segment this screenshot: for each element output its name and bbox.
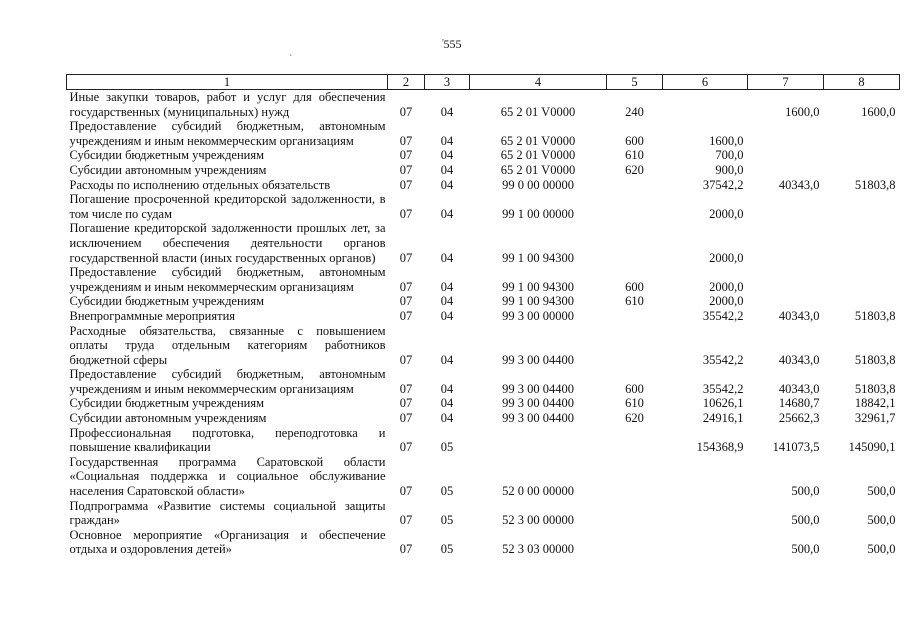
row-name: Субсидии автономным учреждениям (69, 162, 267, 177)
expense-type-code (607, 499, 663, 528)
table-row (67, 294, 900, 309)
amount-col-7 (748, 265, 824, 294)
amount-col-8: 500,0 (867, 484, 896, 499)
table-row (67, 90, 900, 120)
table-row (67, 426, 900, 455)
section-code: 07 (399, 133, 413, 148)
expense-type-code: 600 (625, 279, 644, 294)
amount-col-8 (824, 119, 900, 148)
column-header: 7 (748, 75, 824, 90)
row-name: Расходные обязательства, связанные с повышением оплаты труда отдельным категориям работников бюджетной сферы (69, 323, 386, 367)
amount-col-6: 35542,2 (702, 381, 744, 396)
row-name: Субсидии бюджетным учреждениям (69, 396, 265, 411)
column-header: 5 (607, 75, 663, 90)
column-header: 8 (824, 75, 900, 90)
amount-col-7: 40343,0 (778, 381, 820, 396)
row-name: Основное мероприятие «Организация и обеспечение отдыха и оздоровления детей» (69, 527, 386, 557)
subsection-code: 04 (440, 294, 454, 309)
table-row (67, 367, 900, 396)
expense-type-code: 600 (625, 133, 644, 148)
amount-col-6: 35542,2 (702, 308, 744, 323)
row-name: Предоставление субсидий бюджетным, автономным учреждениям и иным некоммерческим организациям (69, 265, 386, 294)
amount-col-8: 51803,8 (854, 308, 896, 323)
amount-col-8 (824, 221, 900, 265)
section-code: 07 (399, 177, 413, 192)
target-article-code: 99 3 00 04400 (502, 352, 574, 367)
amount-col-8 (824, 265, 900, 294)
column-header: 6 (663, 75, 748, 90)
target-article-code: 99 3 00 04400 (502, 411, 574, 426)
amount-col-8: 51803,8 (854, 381, 896, 396)
target-article-code: 99 3 00 04400 (502, 396, 574, 411)
amount-col-8 (824, 192, 900, 221)
expense-type-code (607, 528, 663, 557)
amount-col-6 (663, 90, 748, 120)
table-row (67, 148, 900, 163)
expense-type-code: 610 (625, 294, 644, 309)
amount-col-6: 154368,9 (696, 440, 744, 455)
target-article-code: 52 3 00 00000 (502, 513, 574, 528)
amount-col-6 (663, 455, 748, 499)
amount-col-7: 40343,0 (778, 352, 820, 367)
subsection-code: 04 (440, 206, 454, 221)
amount-col-7: 500,0 (791, 542, 820, 557)
section-code: 07 (399, 104, 413, 119)
section-code: 07 (399, 396, 413, 411)
expense-type-code (607, 221, 663, 265)
expense-type-code: 620 (625, 411, 644, 426)
target-article-code: 99 1 00 94300 (502, 279, 574, 294)
section-code: 07 (399, 294, 413, 309)
amount-col-7 (748, 119, 824, 148)
column-header: 2 (388, 75, 425, 90)
row-name: Подпрограмма «Развитие системы социальной защиты граждан» (69, 498, 386, 528)
expense-type-code: 610 (625, 396, 644, 411)
subsection-code: 04 (440, 381, 454, 396)
subsection-code: 05 (440, 484, 454, 499)
amount-col-7: 40343,0 (778, 308, 820, 323)
row-name: Погашение просроченной кредиторской задолженности, в том числе по судам (69, 192, 386, 221)
amount-col-6: 2000,0 (709, 250, 744, 265)
expense-type-code: 600 (625, 381, 644, 396)
amount-col-6: 35542,2 (702, 352, 744, 367)
amount-col-8: 32961,7 (854, 411, 896, 426)
expense-type-code: 610 (625, 148, 644, 163)
target-article-code: 99 1 00 94300 (502, 250, 574, 265)
subsection-code: 04 (440, 279, 454, 294)
table-row (67, 221, 900, 265)
table-row (67, 163, 900, 178)
row-name: Государственная программа Саратовской области «Социальная поддержка и социальное обслуживание населения Саратовской области» (69, 454, 386, 499)
section-code: 07 (399, 381, 413, 396)
row-name: Предоставление субсидий бюджетным, автономным учреждениям и иным некоммерческим организациям (69, 367, 386, 396)
section-code: 07 (399, 206, 413, 221)
amount-col-6: 10626,1 (702, 396, 744, 411)
table-row (67, 119, 900, 148)
row-name: Иные закупки товаров, работ и услуг для обеспечения государственных (муниципальных) нужд (69, 90, 386, 119)
amount-col-7: 141073,5 (772, 440, 820, 455)
amount-col-7 (748, 221, 824, 265)
amount-col-7: 14680,7 (778, 396, 820, 411)
subsection-code: 04 (440, 411, 454, 426)
target-article-code: 99 1 00 94300 (502, 294, 574, 309)
target-article-code: 99 3 00 04400 (502, 381, 574, 396)
table-row (67, 192, 900, 221)
amount-col-6: 900,0 (715, 162, 744, 177)
amount-col-8 (824, 294, 900, 309)
amount-col-8: 1600,0 (861, 104, 896, 119)
section-code: 07 (399, 513, 413, 528)
amount-col-6: 37542,2 (702, 177, 744, 192)
amount-col-8: 500,0 (867, 513, 896, 528)
budget-table (66, 74, 900, 557)
amount-col-8 (824, 163, 900, 178)
row-name: Субсидии бюджетным учреждениям (69, 294, 265, 309)
amount-col-6 (663, 528, 748, 557)
section-code: 07 (399, 440, 413, 455)
section-code: 07 (399, 250, 413, 265)
section-code: 07 (399, 308, 413, 323)
amount-col-7 (748, 163, 824, 178)
section-code: 07 (399, 411, 413, 426)
expense-type-code (607, 455, 663, 499)
scan-mark: ' (442, 38, 444, 49)
row-name: Профессиональная подготовка, переподготовка и повышение квалификации (69, 425, 386, 455)
row-name: Субсидии бюджетным учреждениям (69, 148, 265, 163)
amount-col-8: 145090,1 (848, 440, 896, 455)
table-header-row (67, 75, 900, 90)
target-article-code: 65 2 01 V0000 (500, 133, 576, 148)
subsection-code: 04 (440, 177, 454, 192)
row-name: Расходы по исполнению отдельных обязательств (69, 177, 331, 192)
row-name: Субсидии автономным учреждениям (69, 411, 267, 426)
table-row (67, 178, 900, 193)
subsection-code: 04 (440, 352, 454, 367)
expense-type-code: 240 (625, 104, 644, 119)
amount-col-8: 18842,1 (854, 396, 896, 411)
amount-col-8: 51803,8 (854, 177, 896, 192)
target-article-code: 52 0 00 00000 (502, 484, 574, 499)
amount-col-7: 40343,0 (778, 177, 820, 192)
subsection-code: 04 (440, 133, 454, 148)
amount-col-7 (748, 192, 824, 221)
subsection-code: 04 (440, 250, 454, 265)
column-header: 4 (470, 75, 607, 90)
amount-col-6 (663, 499, 748, 528)
table-row (67, 324, 900, 368)
row-name: Внепрограммные мероприятия (69, 308, 236, 323)
section-code: 07 (399, 162, 413, 177)
amount-col-8: 500,0 (867, 542, 896, 557)
table-row (67, 265, 900, 294)
column-header: 3 (425, 75, 470, 90)
amount-col-6: 1600,0 (709, 133, 744, 148)
expense-type-code (607, 426, 663, 455)
table-row (67, 309, 900, 324)
section-code: 07 (399, 148, 413, 163)
page-number: 555 (443, 37, 462, 51)
table-row (67, 528, 900, 557)
subsection-code: 05 (440, 440, 454, 455)
table-row (67, 455, 900, 499)
amount-col-7 (748, 294, 824, 309)
table-row (67, 411, 900, 426)
expense-type-code: 620 (625, 162, 644, 177)
amount-col-8 (824, 148, 900, 163)
target-article-code: 99 1 00 00000 (502, 206, 574, 221)
target-article-code: 65 2 01 V0000 (500, 104, 576, 119)
subsection-code: 04 (440, 148, 454, 163)
table-row (67, 396, 900, 411)
target-article-code (470, 426, 607, 455)
subsection-code: 05 (440, 513, 454, 528)
subsection-code: 05 (440, 542, 454, 557)
amount-col-7: 500,0 (791, 513, 820, 528)
amount-col-6: 2000,0 (709, 294, 744, 309)
amount-col-8: 51803,8 (854, 352, 896, 367)
target-article-code: 99 0 00 00000 (502, 177, 574, 192)
section-code: 07 (399, 484, 413, 499)
target-article-code: 65 2 01 V0000 (500, 162, 576, 177)
amount-col-7 (748, 148, 824, 163)
amount-col-7: 1600,0 (785, 104, 820, 119)
scan-mark: ` (289, 54, 293, 65)
section-code: 07 (399, 279, 413, 294)
amount-col-6: 24916,1 (702, 411, 744, 426)
amount-col-6: 2000,0 (709, 206, 744, 221)
amount-col-7: 500,0 (791, 484, 820, 499)
row-name: Предоставление субсидий бюджетным, автономным учреждениям и иным некоммерческим организациям (69, 119, 386, 148)
expense-type-code (607, 192, 663, 221)
expense-type-code (607, 309, 663, 324)
table-row (67, 499, 900, 528)
target-article-code: 99 3 00 00000 (502, 308, 574, 323)
amount-col-6: 700,0 (715, 148, 744, 163)
subsection-code: 04 (440, 308, 454, 323)
column-header: 1 (67, 75, 388, 90)
subsection-code: 04 (440, 162, 454, 177)
target-article-code: 65 2 01 V0000 (500, 148, 576, 163)
target-article-code: 52 3 03 00000 (502, 542, 574, 557)
amount-col-6: 2000,0 (709, 279, 744, 294)
expense-type-code (607, 324, 663, 368)
expense-type-code (607, 178, 663, 193)
section-code: 07 (399, 542, 413, 557)
subsection-code: 04 (440, 104, 454, 119)
subsection-code: 04 (440, 396, 454, 411)
row-name: Погашение кредиторской задолженности прошлых лет, за исключением обеспечения деятельности органов государственной власти (иных государственных органов) (69, 221, 386, 265)
amount-col-7: 25662,3 (778, 411, 820, 426)
section-code: 07 (399, 352, 413, 367)
